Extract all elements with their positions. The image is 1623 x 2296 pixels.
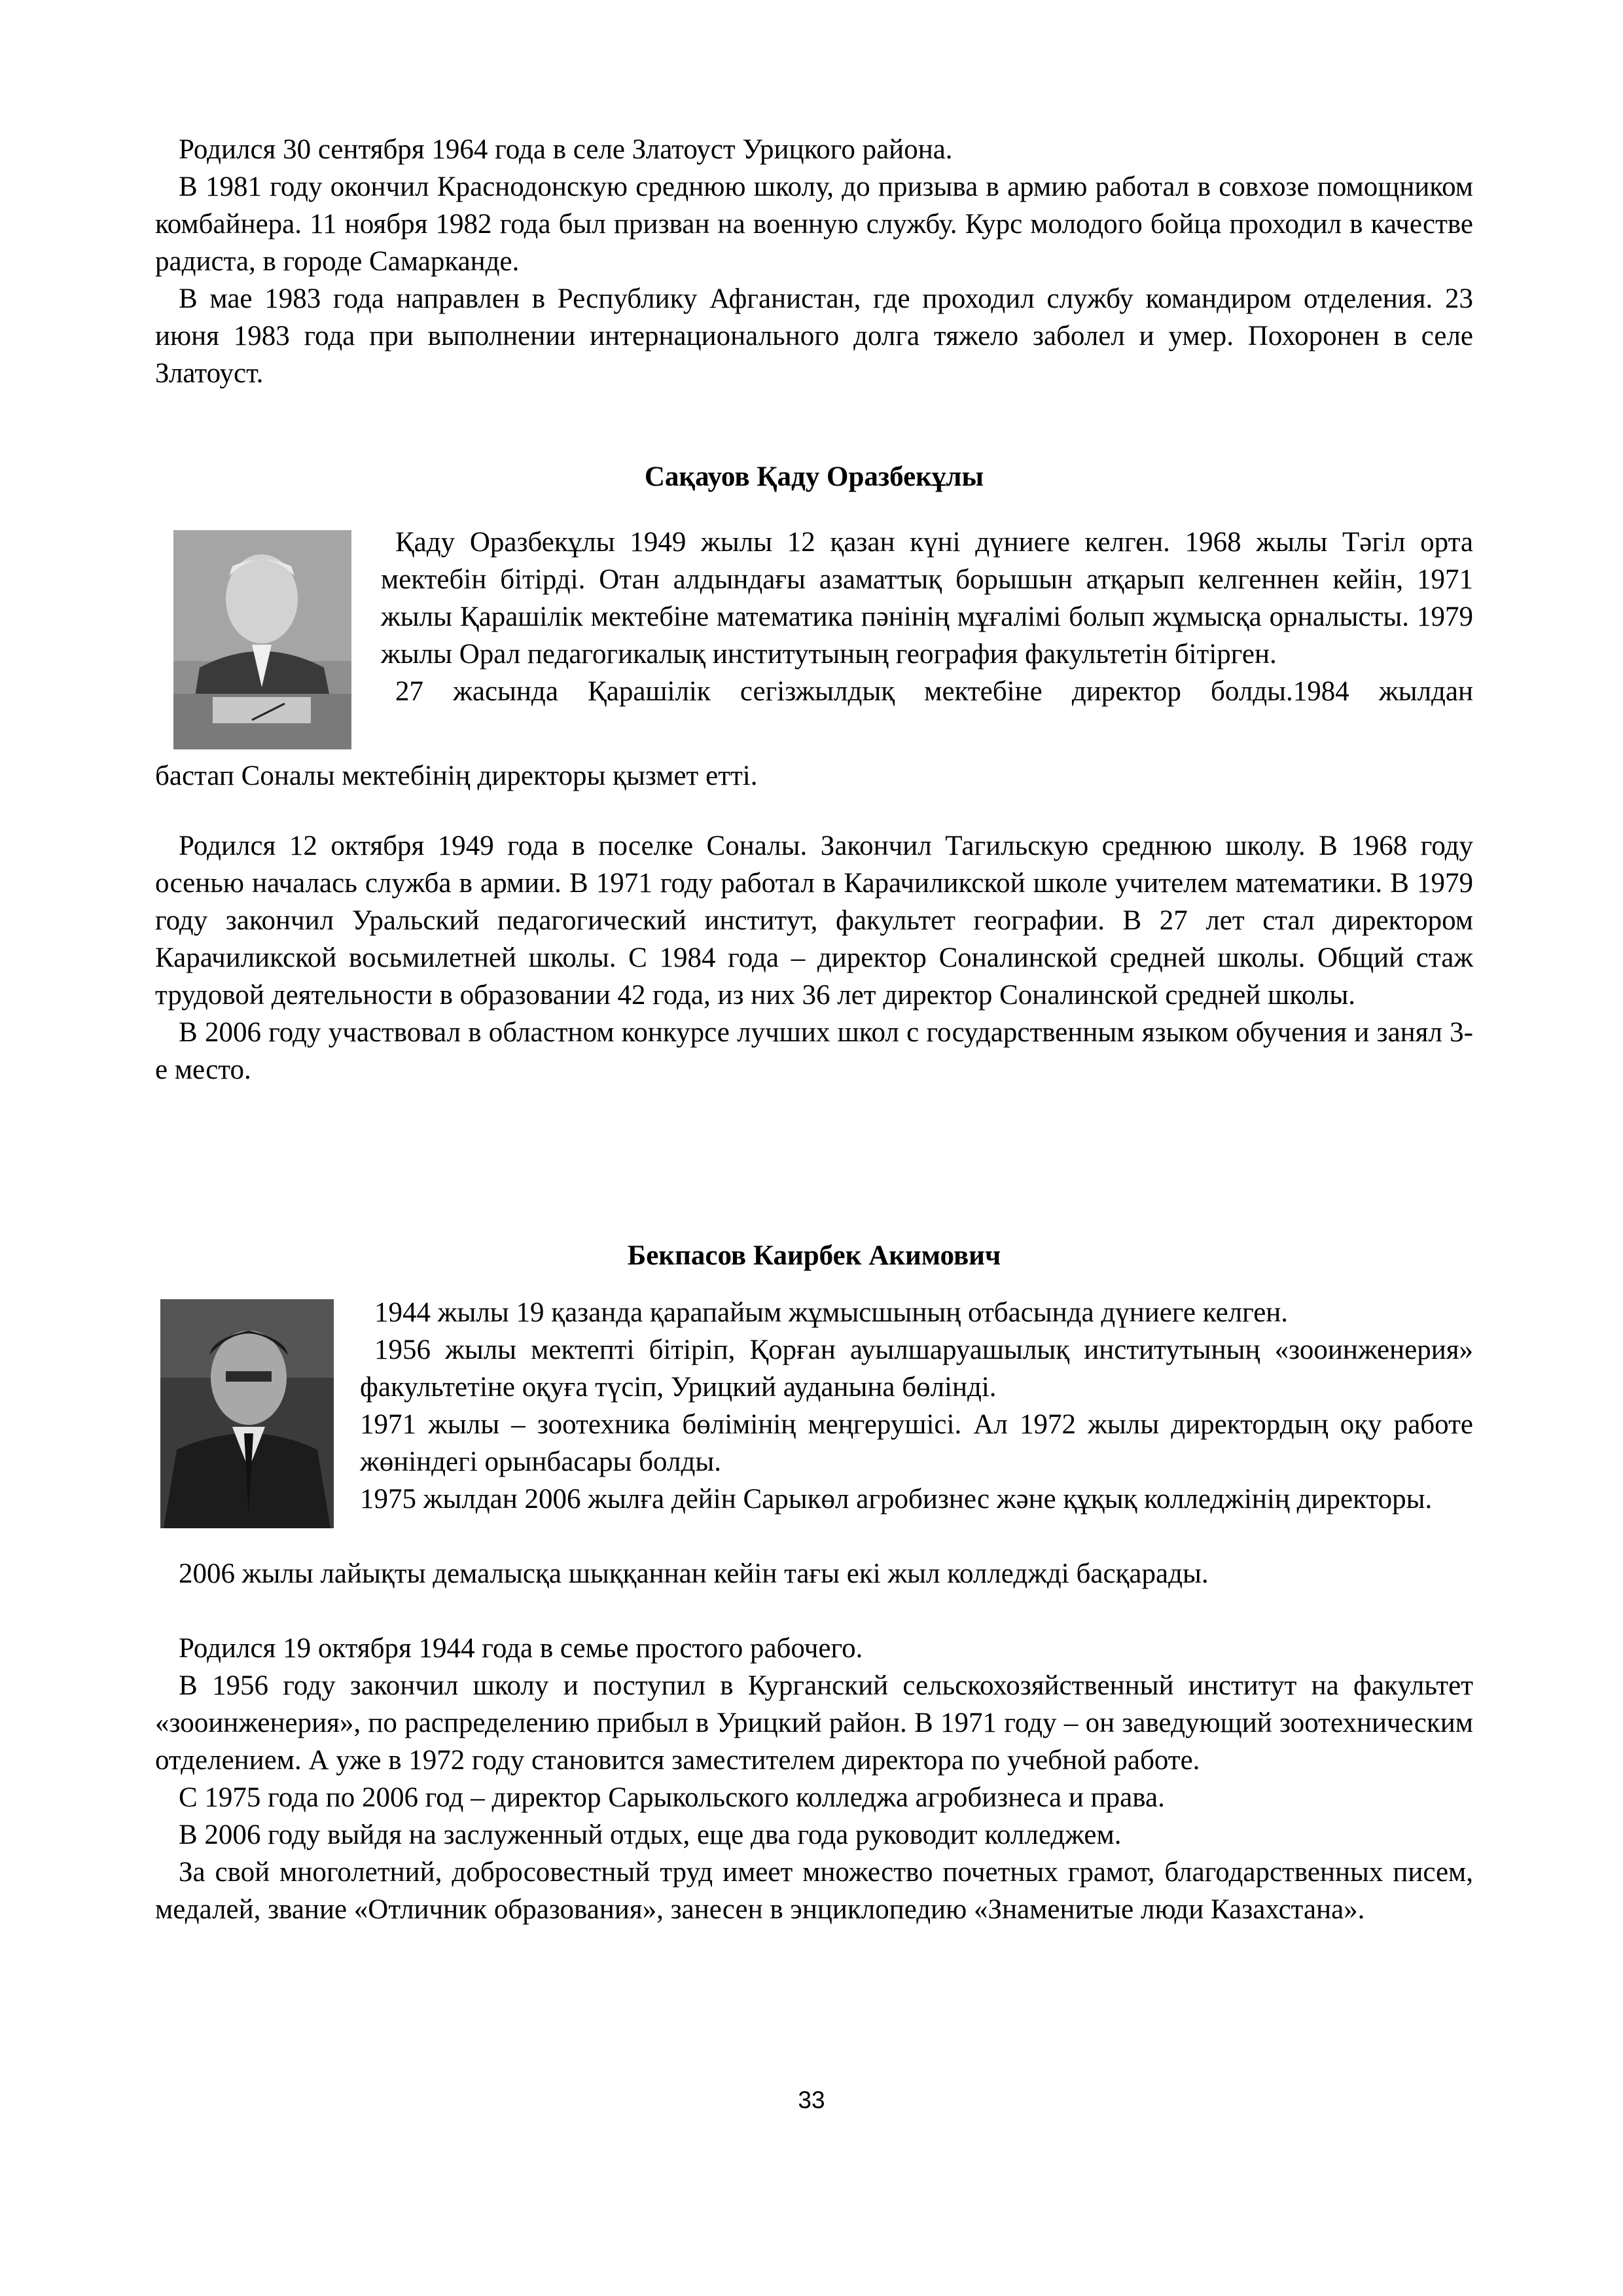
paragraph: В мае 1983 года направлен в Республику Афганистан, где проходил службу командиром отделения. 23 июня 1983 года при выполнении интернационального долга тяжело заболел и умер. Похоронен в селе Златоуст. bbox=[155, 283, 1473, 389]
section-3-title: Бекпасов Каирбек Акимович bbox=[627, 1240, 1001, 1271]
paragraph: Родился 12 октября 1949 года в поселке Соналы. Закончил Тагильскую среднюю школу. В 1968 году осенью началась служба в армии. В 1971 году работал в Карачиликской школе учителем математики. В 1979 году закончил Уральский педагогический институт, факультет географии. В 27 лет стал директором Карачиликской восьмилетней школы. С 1984 года – директор Соналинской средней школы. Общий стаж трудовой деятельности в образовании 42 года, из них 36 лет директор Соналинской средней школы. bbox=[155, 831, 1473, 1011]
section-3-russian-text bbox=[155, 1630, 1473, 1928]
paragraph: 1944 жылы 19 қазанда қарапайым жұмысшының отбасында дүниеге келген. bbox=[374, 1297, 1289, 1328]
section-1-text bbox=[155, 131, 1473, 392]
paragraph: 1956 жылы мектепті бітіріп, Қорған ауылшаруашылық институтының «зооинженерия» факультетіне оқуға түсіп, Урицкий ауданына бөлінді. bbox=[360, 1335, 1473, 1403]
page-number: 33 bbox=[798, 2087, 825, 2113]
paragraph: 27 жасында Қарашілік сегізжылдық мектебіне директор болды.1984 жылдан bbox=[395, 676, 1473, 707]
paragraph: 1971 жылы – зоотехника бөлімінің меңгерушісі. Ал 1972 жылы директордың оқу работе жөніндегі орынбасары болды. bbox=[360, 1409, 1473, 1477]
paragraph: 2006 жылы лайықты демалысқа шыққаннан кейін тағы екі жыл колледжді басқарады. bbox=[179, 1558, 1209, 1589]
portrait-photo-bekpasov bbox=[160, 1299, 334, 1528]
section-2-kazakh-text-wrapped bbox=[381, 524, 1473, 710]
section-2-russian-text bbox=[155, 827, 1473, 1088]
paragraph: Қаду Оразбекұлы 1949 жылы 12 қазан күні дүниеге келген. 1968 жылы Тәгіл орта мектебін бітірді. Отан алдындағы азаматтық борышын атқарып келгеннен кейін, 1971 жылы Қарашілік мектебіне математика пәнінің мұғалімі болып жұмысқа орналысты. 1979 жылы Орал педагогикалық институтының география факультетін бітірген. bbox=[381, 527, 1473, 670]
paragraph: В 1981 году окончил Краснодонскую среднюю школу, до призыва в армию работал в совхозе помощником комбайнера. 11 ноября 1982 года был призван на военную службу. Курс молодого бойца проходил в качестве радиста, в городе Самарканде. bbox=[155, 171, 1473, 277]
paragraph: С 1975 года по 2006 год – директор Сарыкольского колледжа агробизнеса и права. bbox=[179, 1782, 1165, 1813]
section-2-title: Сақауов Қаду Оразбекұлы bbox=[644, 461, 984, 492]
paragraph: Родился 19 октября 1944 года в семье простого рабочего. bbox=[179, 1633, 863, 1664]
paragraph: В 2006 году участвовал в областном конкурсе лучших школ с государственным языком обучения и занял 3-е место. bbox=[155, 1017, 1473, 1085]
paragraph: В 2006 году выйдя на заслуженный отдых, еще два года руководит колледжем. bbox=[179, 1820, 1122, 1850]
section-2-kazakh-text-full bbox=[155, 757, 1473, 795]
paragraph: За свой многолетний, добросовестный труд имеет множество почетных грамот, благодарственных писем, медалей, звание «Отличник образования», занесен в энциклопедию «Знаменитые люди Казахстана». bbox=[155, 1857, 1473, 1925]
paragraph: В 1956 году закончил школу и поступил в Курганский сельскохозяйственный институт на факультет «зооинженерия», по распределению прибыл в Урицкий район. В 1971 году – он заведующий зоотехническим отделением. А уже в 1972 году становится заместителем директора по учебной работе. bbox=[155, 1670, 1473, 1776]
portrait-photo-sakauov bbox=[173, 530, 351, 749]
paragraph: бастап Соналы мектебінің директоры қызмет етті. bbox=[155, 761, 758, 791]
paragraph: Родился 30 сентября 1964 года в селе Златоуст Урицкого района. bbox=[179, 134, 953, 165]
section-3-kazakh-text-wrapped bbox=[360, 1294, 1473, 1518]
paragraph: 1975 жылдан 2006 жылға дейін Сарыкөл агробизнес және құқық колледжінің директоры. bbox=[360, 1484, 1433, 1515]
section-3-kazakh-text-full bbox=[155, 1555, 1473, 1592]
